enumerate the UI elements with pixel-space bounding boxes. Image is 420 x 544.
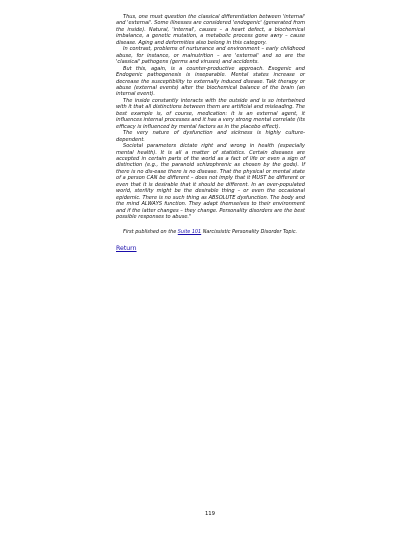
body-paragraph: The very nature of dysfunction and sickness is highly culture-dependent. <box>116 130 305 143</box>
source-prefix: First published on the <box>123 228 178 235</box>
body-paragraph: In contrast, problems of nurturance and environment – early childhood abuse, for instance, or malnutrition – are 'external' and so are the 'classical' pathogens (germs and viruses) and accidents. <box>116 46 305 66</box>
source-suffix: Narcissistic Personality Disorder Topic. <box>201 228 298 235</box>
suite-101-link[interactable]: Suite 101 <box>177 228 202 235</box>
document-body <box>116 14 305 254</box>
source-note <box>123 229 305 235</box>
body-paragraph: Thus, one must question the classical differentiation between 'internal' and 'external'. Some illnesses are considered 'endogenic' (generated from the inside). Natural, 'internal', causes – a heart defect, a biochemical imbalance, a genetic mutation, a metabolic process gone awry – cause disease. Aging and deformities also belong in this category. <box>116 14 305 46</box>
body-paragraph: The inside constantly interacts with the outside and is so intertwined with it that all distinctions between them are artificial and misleading. The best example is, of course, medication: it is an external agent, it influences internal processes and it has a very strong mental correlate (its efficacy is influenced by mental factors as in the placebo effect). <box>116 97 305 130</box>
body-paragraph: Societal parameters dictate right and wrong in health (especially mental health). It is all a matter of statistics. Certain diseases are accepted in certain parts of the world as a fact of life or even a sign of distinction (e.g., the paranoid schizophrenic as chosen by the gods). If there is no dis-ease there is no disease. That the physical or mental state of a person CAN be different – does not imply that it MUST be different or even that it is desirable that it should be different. In an over-populated world, sterility might be the desirable thing – or even the occasional epidemic. There is no such thing as ABSOLUTE dysfunction. The body and the mind ALWAYS function. They adapt themselves to their environment and if the latter changes – they change. Personality disorders are the best possible responses to abuse." <box>116 143 305 221</box>
body-paragraph: But this, again, is a counter-productive approach. Exogenic and Endogenic pathogenesis is inseparable. Mental states increase or decrease the susceptibility to externally induced disease. Talk therapy or abuse (external events) alter the biochemical balance of the brain (an internal event). <box>116 65 305 98</box>
return-link[interactable]: Return <box>116 244 137 252</box>
page-number: 119 <box>204 511 216 517</box>
